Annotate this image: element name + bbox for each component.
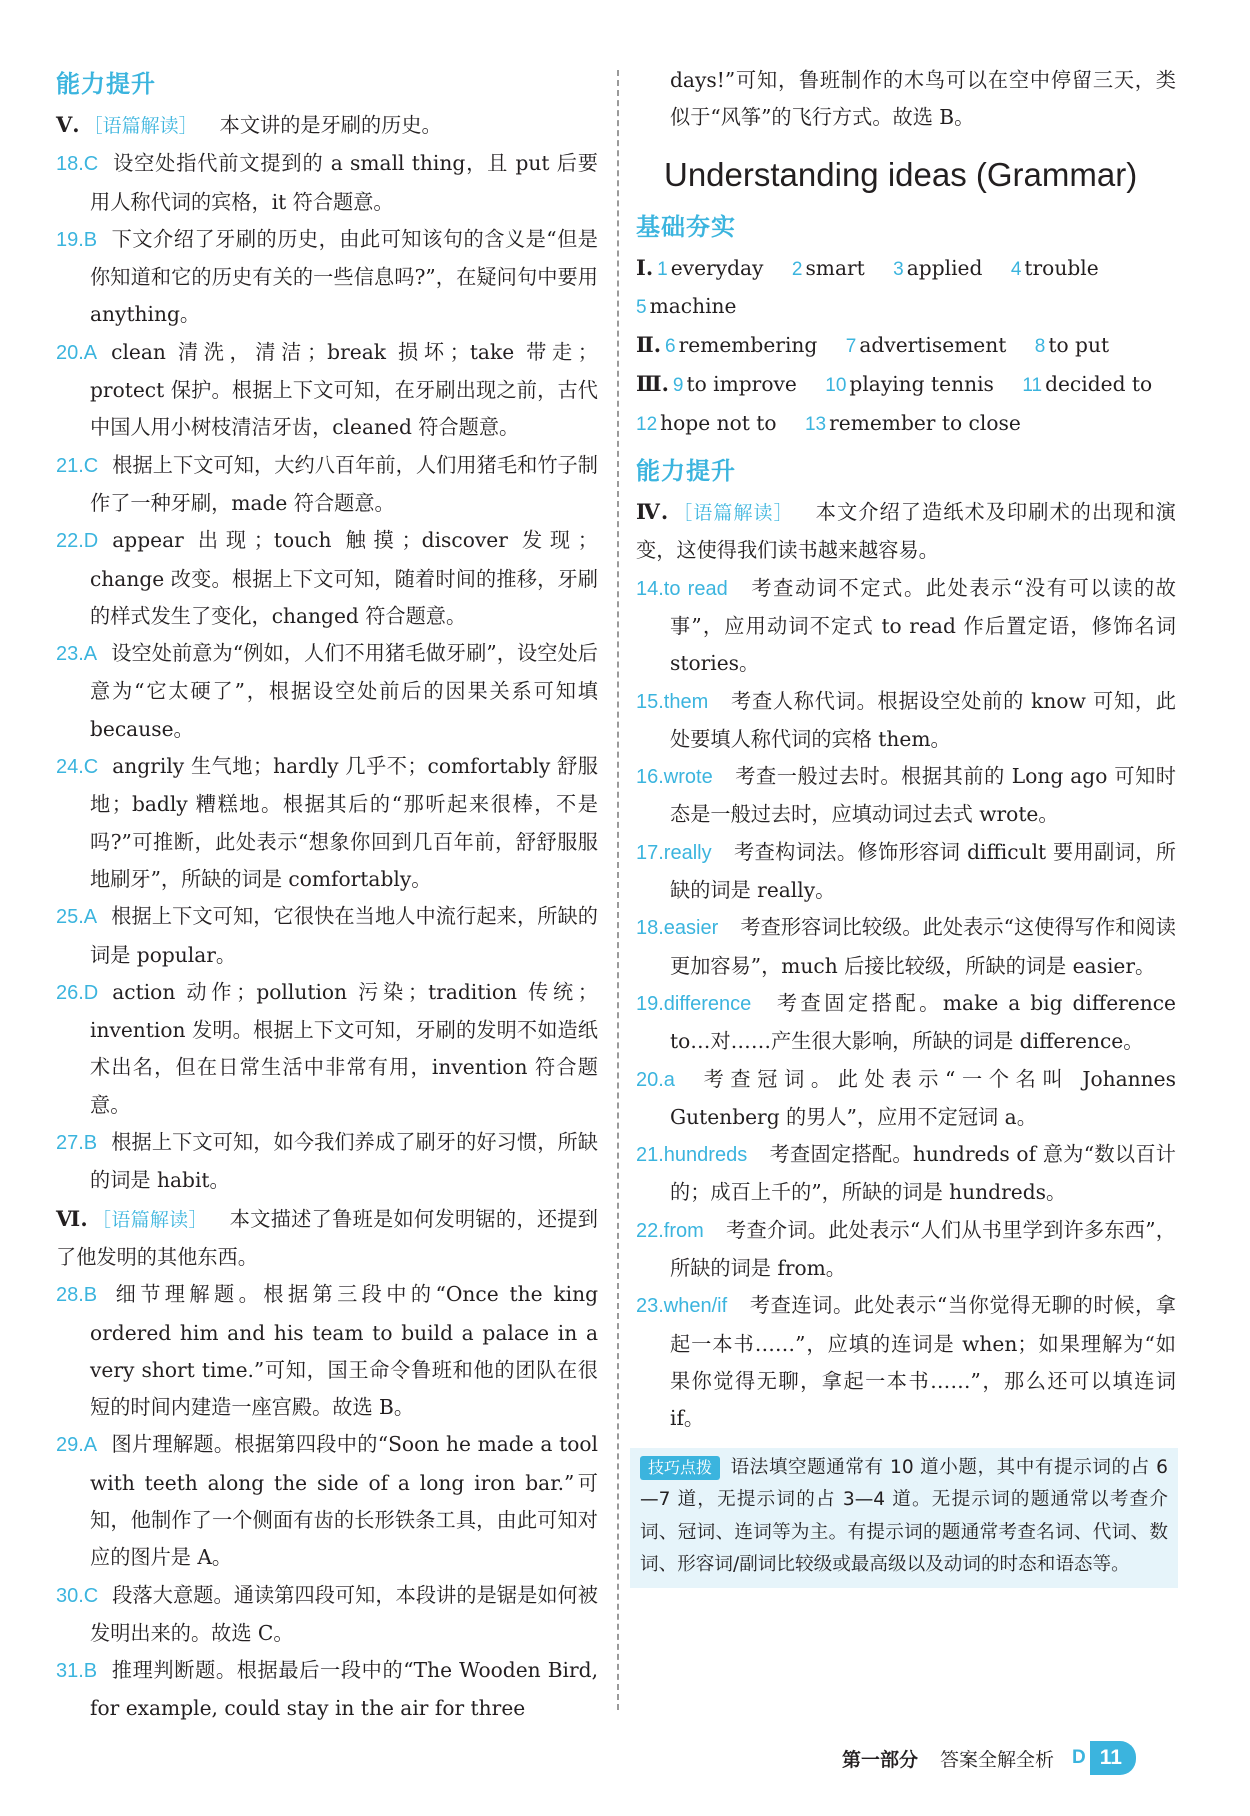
section-vi-intro: Ⅵ. ［语篇解读］ 本文描述了鲁班是如何发明锯的，还提到了他发明的其他东西。 (56, 1205, 598, 1269)
answer-item: 21.hundreds 考查固定搭配。hundreds of 意为“数以百计的；成百上千的”，所缺的词是 hundreds。 (636, 1142, 1176, 1205)
answer-item: 17.really 考查构词法。修饰形容词 difficult 要用副词，所缺的词是 really。 (636, 839, 1176, 903)
answer-row: Ⅰ. 1 everyday 2 smart 3 applied 4 trouble (636, 254, 1099, 280)
answer-item: 16.wrote 考查一般过去时。根据其前的 Long ago 可知时态是一般过去时，应填动词过去式 wrote。 (636, 764, 1176, 827)
answer-item: 20.a 考查冠词。此处表示“一个名叫 Johannes Gutenberg 的男人”，应用不定冠词 a。 (636, 1066, 1176, 1129)
answer-item: 19.difference 考查固定搭配。make a big difference to…对……产生很大影响，所缺的词是 difference。 (636, 990, 1176, 1054)
section-heading-ability: 能力提升 (56, 70, 156, 98)
footer-part: 第一部分 (842, 1748, 919, 1771)
tip-box (630, 1448, 1178, 1588)
tip-text: 语法填空题通常有 10 道小题，其中有提示词的占 6—7 道，无提示词的占 3—4 道。无提示词的题通常以考查介词、冠词、连词等为主。有提示词的题通常考查名词、代词、数词、形容词/副词比较级或最高级以及动词的时态和语态等。 (640, 1456, 1168, 1575)
tip-label: 技巧点拨 (640, 1456, 720, 1480)
footer-title: 答案全解全析 (940, 1748, 1055, 1771)
answer-item: 27.B 根据上下文可知，如今我们养成了刷牙的好习惯，所缺的词是 habit。 (56, 1130, 598, 1193)
answer-item: 25.A 根据上下文可知，它很快在当地人中流行起来，所缺的词是 popular。 (56, 904, 598, 967)
section-iv-intro: Ⅳ. ［语篇解读］ 本文介绍了造纸术及印刷术的出现和演变，这使得我们读书越来越容易。 (636, 499, 1176, 563)
page-number: 11 (1090, 1741, 1136, 1775)
answer-item: 24.C angrily 生气地；hardly 几乎不；comfortably 舒服地；badly 糟糕地。根据其后的“那听起来很棒，不是吗?”可推断，此处表示“想象你回到几百年前，舒舒服服地刷牙”，所缺的词是 comfortably。 (56, 754, 598, 891)
discourse-tag: ［语篇解读］ (91, 1208, 208, 1231)
answer-row: Ⅲ. 9 to improve 10 playing tennis 11 decided to (636, 371, 1153, 397)
column-divider (617, 70, 619, 1710)
section-v-intro: Ⅴ. ［语篇解读］ 本文讲的是牙刷的历史。 (56, 112, 442, 137)
answer-item: 21.C 根据上下文可知，大约八百年前，人们用猪毛和竹子制作了一种牙刷，made 符合题意。 (56, 452, 598, 515)
page-footer (842, 1738, 1136, 1778)
answer-item: 19.B 下文介绍了牙刷的历史，由此可知该句的含义是“但是你知道和它的历史有关的一些信息吗?”，在疑问句中要用 anything。 (56, 226, 598, 327)
discourse-tag: ［语篇解读］ (672, 502, 794, 525)
answer-continuation: days!”可知，鲁班制作的木鸟可以在空中停留三天，类似于“风筝”的飞行方式。故选 B。 (670, 68, 1176, 130)
answer-item: 15.them 考查人称代词。根据设空处前的 know 可知，此处要填人称代词的宾格 them。 (636, 688, 1176, 751)
answer-list-v (56, 145, 598, 1199)
answer-row: Ⅱ. 6 remembering 7 advertisement 8 to put (636, 332, 1110, 358)
answer-item: 22.D appear 出现；touch 触摸；discover 发现；change 改变。根据上下文可知，随着时间的推移，牙刷的样式发生了变化，changed 符合题意。 (56, 528, 598, 628)
discourse-tag: ［语篇解读］ (83, 115, 198, 137)
answer-item: 29.A 图片理解题。根据第四段中的“Soon he made a tool with teeth along the side of a long iron bar.”可知，他制作了一个侧面有齿的长形铁条工具，由此可知对应的图片是 A。 (56, 1432, 598, 1570)
answer-item: 23.when/if 考查连词。此处表示“当你觉得无聊的时候，拿起一本书……”，应填的连词是 when；如果理解为“如果你觉得无聊，拿起一本书……”，那么还可以填连词 if。 (636, 1293, 1176, 1431)
answer-item: 28.B 细节理解题。根据第三段中的“Once the king ordered him and his team to build a palace in a very short time.”可知，国王命令鲁班和他的团队在很短的时间内建造一座宫殿。故选 B。 (56, 1282, 598, 1420)
answer-item: 22.from 考查介词。此处表示“人们从书里学到许多东西”，所缺的词是 from。 (636, 1217, 1176, 1281)
left-column (56, 62, 598, 1728)
right-column (636, 62, 1176, 1588)
answer-row: 12 hope not to 13 remember to close (636, 410, 1021, 435)
answer-row: 5 machine (636, 293, 737, 318)
answer-item: 31.B 推理判断题。根据最后一段中的“The Wooden Bird, for example, could stay in the air for three (56, 1658, 598, 1721)
answer-item: 30.C 段落大意题。通读第四段可知，本段讲的是锯是如何被发明出来的。故选 C。 (56, 1582, 598, 1645)
footer-letter: D (1072, 1747, 1086, 1768)
section-heading-ability-2: 能力提升 (636, 457, 736, 486)
answer-list-vi (56, 1276, 598, 1728)
section-heading-basics: 基础夯实 (636, 212, 736, 241)
answer-item: 26.D action 动作；pollution 污染；tradition 传统；invention 发明。根据上下文可知，牙刷的发明不如造纸术出名，但在日常生活中非常有用，invention 符合题意。 (56, 979, 598, 1117)
lesson-title: Understanding ideas (Grammar) (664, 155, 1138, 193)
answer-item: 18.easier 考查形容词比较级。此处表示“这使得写作和阅读更加容易”，much 后接比较级，所缺的词是 easier。 (636, 915, 1176, 978)
answer-item: 14.to read 考查动词不定式。此处表示“没有可以读的故事”，应用动词不定式 to read 作后置定语，修饰名词 stories。 (636, 575, 1176, 676)
answer-item: 23.A 设空处前意为“例如，人们不用猪毛做牙刷”，设空处后意为“它太硬了”，根据设空处前后的因果关系可知填 because。 (56, 641, 598, 741)
basics-answers (636, 249, 1176, 443)
answer-item: 18.C 设空处指代前文提到的 a small thing，且 put 后要用人称代词的宾格，it 符合题意。 (56, 151, 598, 214)
answer-list-iv (636, 570, 1176, 1438)
answer-item: 20.A clean 清洗，清洁；break 损坏；take 带走；protect 保护。根据上下文可知，在牙刷出现之前，古代中国人用小树枝清洁牙齿，cleaned 符合题意。 (56, 339, 598, 440)
